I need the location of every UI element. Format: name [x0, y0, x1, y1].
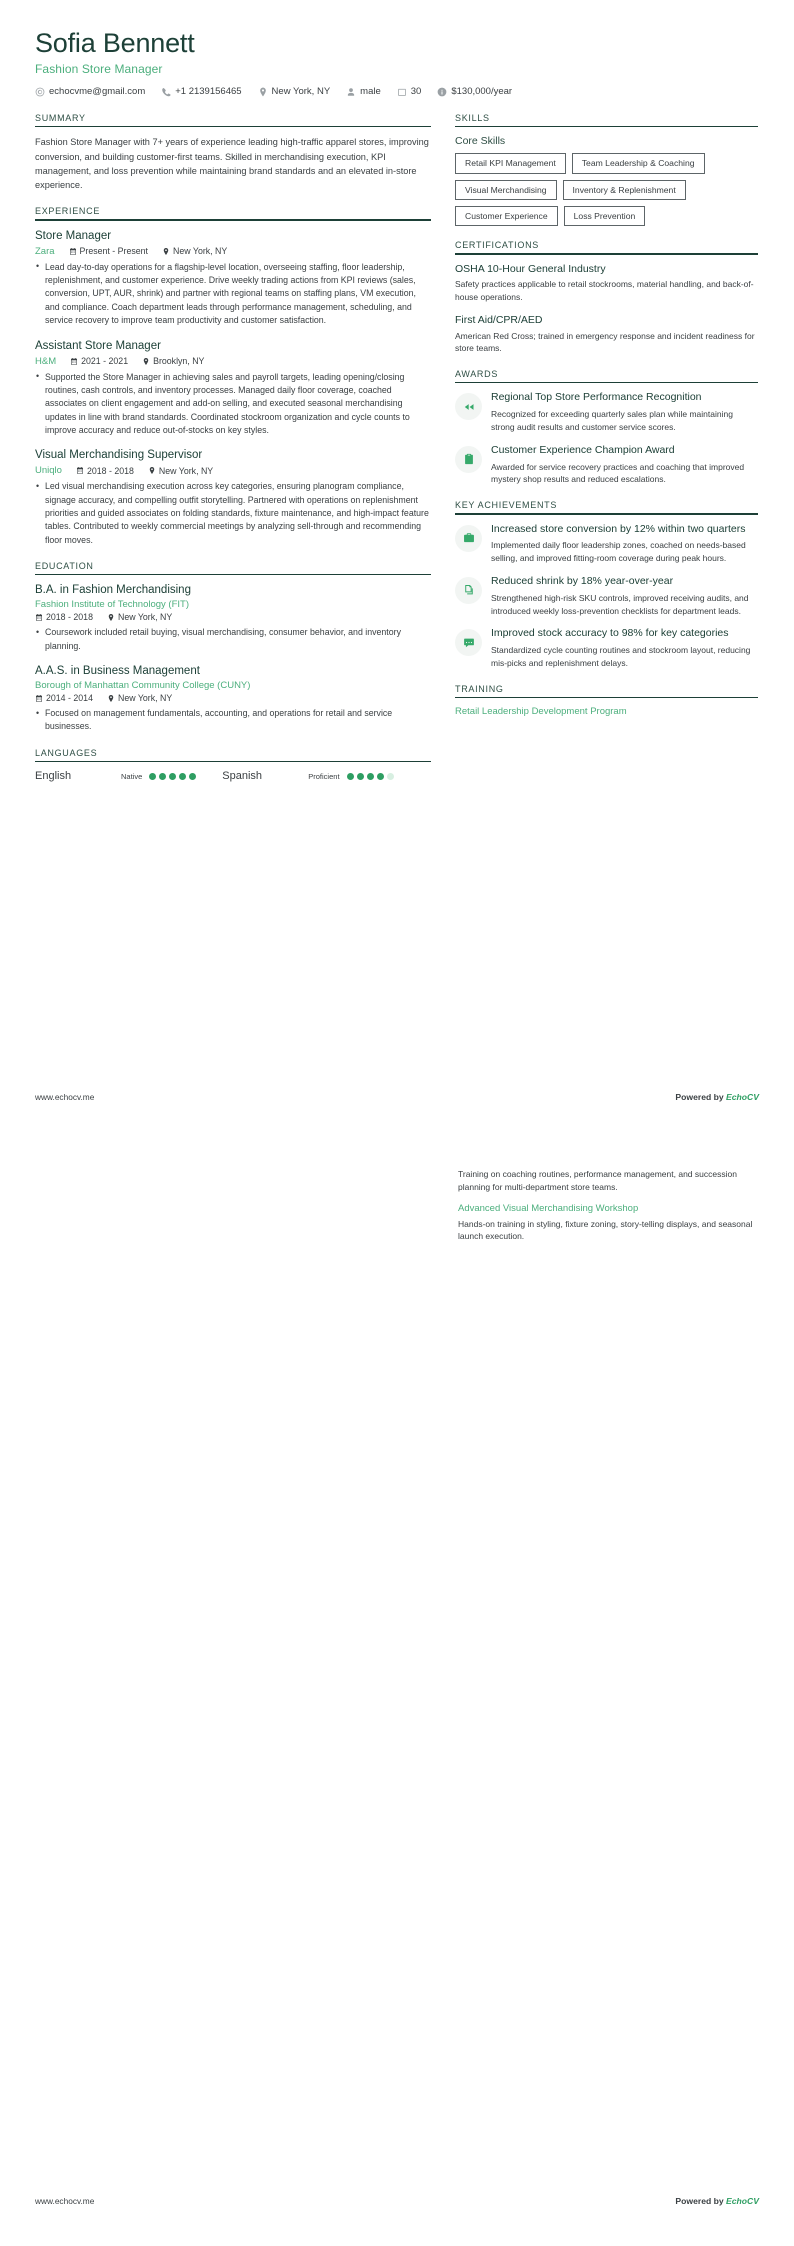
certification-description: Safety practices applicable to retail stockrooms, material handling, and back-of-house operations.: [455, 279, 754, 303]
contact-item[interactable]: [161, 86, 241, 97]
experience-role: Store Manager: [35, 229, 112, 242]
section-divider: [35, 761, 431, 762]
skills-section: [455, 113, 758, 226]
resume-columns: [0, 97, 794, 796]
experience-dates-item: [69, 246, 148, 256]
certifications-section: [455, 240, 758, 355]
education-location-item: [107, 612, 172, 622]
language-level: Proficient: [308, 771, 340, 781]
bullet-item: • Coursework included retail buying, visual merchandising, consumer behavior, and inventory planning.: [35, 626, 431, 653]
summary-section-title: SUMMARY: [35, 113, 86, 124]
award-item: [455, 391, 758, 433]
email-icon: [35, 87, 45, 97]
skill-chip[interactable]: Inventory & Replenishment: [563, 180, 686, 200]
contact-value: New York, NY: [271, 86, 331, 98]
bullet-item: • Lead day-to-day operations for a flagship-level location, overseeing staffing, floor leadership, replenishment, and customer experience. Drive weekly trading actions from KPI reviews (sales, conversion, UPT, AUR, shrink) and partner with regional teams on staffing plans, VM execution, and compliance. Coach department leads through performance management, scheduling, and service recovery to improve team productivity and customer satisfaction.: [35, 261, 431, 328]
candidate-job-title: Fashion Store Manager: [35, 62, 163, 77]
skill-chip-list: [455, 153, 758, 226]
cal-small-icon: [76, 466, 84, 475]
contact-value: $130,000/year: [451, 86, 513, 98]
training-continued-block: [458, 1168, 761, 1252]
contact-item[interactable]: [35, 86, 145, 97]
language-level: Native: [121, 771, 143, 781]
key-achievement-icon-wrapper: [455, 525, 482, 552]
award-icon-wrapper: [455, 393, 482, 420]
education-location: New York, NY: [117, 693, 173, 704]
experience-org: Zara: [35, 245, 55, 257]
contact-value: 30: [410, 86, 422, 98]
cal-small-icon: [35, 613, 43, 622]
training-section: [455, 684, 758, 717]
experience-dates-item: [70, 356, 128, 366]
experience-entry: [35, 339, 431, 438]
training-section-title: TRAINING: [455, 683, 504, 694]
key-achievements-list: [455, 523, 758, 670]
location-icon: [148, 466, 156, 475]
language-name: Spanish: [222, 770, 263, 783]
language-proficiency-dots: [149, 773, 196, 780]
experience-location-item: [142, 356, 204, 366]
key-achievement-item: [455, 523, 758, 565]
language-name: English: [35, 770, 72, 783]
proficiency-dot: [159, 773, 166, 780]
experience-section-title: EXPERIENCE: [35, 206, 101, 217]
education-section: [35, 561, 431, 734]
proficiency-dot: [347, 773, 354, 780]
section-divider: [455, 513, 758, 514]
section-divider: [35, 219, 431, 220]
footer-brand-name: EchoCV: [726, 2196, 759, 2206]
award-item: [455, 444, 758, 486]
proficiency-dot: [179, 773, 186, 780]
certifications-section-title: CERTIFICATIONS: [455, 240, 539, 251]
education-section-title: EDUCATION: [35, 561, 94, 572]
education-bullets: [35, 707, 431, 734]
key-achievement-body: [491, 575, 758, 617]
proficiency-dot: [367, 773, 374, 780]
education-dates-item: [35, 693, 93, 703]
education-meta: [35, 693, 431, 703]
education-dates: 2018 - 2018: [46, 612, 93, 623]
education-meta: [35, 612, 431, 622]
contact-value: male: [360, 86, 381, 98]
key-achievement-icon-wrapper: [455, 577, 482, 604]
education-school: Borough of Manhattan Community College (CUNY): [35, 680, 251, 692]
proficiency-dot: [357, 773, 364, 780]
location-icon: [162, 247, 170, 256]
section-divider: [455, 253, 758, 254]
location-icon: [142, 357, 150, 366]
experience-dates: Present - Present: [79, 246, 148, 257]
proficiency-dot: [387, 773, 394, 780]
education-entry: [35, 583, 431, 653]
candidate-name: Sofia Bennett: [35, 28, 195, 58]
language-proficiency-dots: [347, 773, 394, 780]
person-icon: [346, 87, 356, 97]
education-location-item: [107, 693, 172, 703]
calendar-icon: [397, 87, 407, 97]
footer-powered-by: [675, 2196, 759, 2206]
summary-section: [35, 113, 431, 192]
proficiency-dot: [169, 773, 176, 780]
language-item: [35, 770, 196, 782]
training-description: Hands-on training in styling, fixture zoning, story-telling displays, and seasonal launch execution.: [458, 1218, 753, 1242]
experience-org: Uniqlo: [35, 465, 62, 477]
training-list-page2: [458, 1168, 761, 1243]
summary-text: Fashion Store Manager with 7+ years of experience leading high-traffic apparel stores, improving conversion, and building customer-first teams. Skilled in merchandising execution, KPI management, and loss prevention while maintaining brand standards and an elevated in-store experience.: [35, 137, 429, 191]
award-description: Recognized for exceeding quarterly sales plan while maintaining strong audit results and customer service scores.: [491, 409, 733, 433]
experience-location: Brooklyn, NY: [153, 356, 205, 366]
footer-powered-prefix: Powered by: [675, 1092, 727, 1102]
key-achievement-icon-wrapper: [455, 629, 482, 656]
education-school: Fashion Institute of Technology (FIT): [35, 599, 190, 611]
key-achievement-name: Reduced shrink by 18% year-over-year: [491, 574, 674, 587]
education-dates-item: [35, 612, 93, 622]
footer-site-url[interactable]: www.echocv.me: [35, 1092, 95, 1102]
proficiency-dot: [149, 773, 156, 780]
education-bullets: [35, 626, 431, 653]
education-degree: B.A. in Fashion Merchandising: [35, 584, 191, 597]
experience-meta: [35, 246, 431, 257]
section-divider: [35, 574, 431, 575]
location-icon: [107, 613, 115, 622]
section-divider: [455, 126, 758, 127]
languages-section: [35, 748, 431, 782]
bullet-item: • Led visual merchandising execution across key categories, ensuring planogram compliance, signage accuracy, and compelling outfit storytelling. Partnered with operations on replenishment priorities and guided associates on folding standards, fixture maintenance, and high-impact feature tables. Contributed to weekly commercial meetings by analyzing sell-through and recommending floor moves.: [35, 480, 431, 547]
certification-name: First Aid/CPR/AED: [455, 313, 543, 326]
experience-location-item: [162, 246, 227, 256]
contact-item[interactable]: [346, 86, 381, 97]
location-icon: [107, 694, 115, 703]
info-icon: [437, 87, 447, 97]
proficiency-dot: [377, 773, 384, 780]
experience-role: Visual Merchandising Supervisor: [35, 449, 203, 462]
experience-location: New York, NY: [173, 246, 228, 257]
awards-list: [455, 391, 758, 486]
right-column: [455, 113, 758, 731]
education-dates: 2014 - 2014: [46, 693, 93, 704]
contact-value: echocvme@gmail.com: [49, 86, 146, 98]
experience-list: [35, 229, 431, 547]
page-footer-2: [35, 2196, 759, 2206]
training-name: Retail Leadership Development Program: [455, 706, 627, 718]
languages-list: [35, 770, 431, 782]
footer-powered-prefix: Powered by: [675, 2196, 727, 2206]
contact-value: +1 2139156465: [175, 86, 242, 98]
certifications-list: [455, 263, 758, 355]
experience-location: New York, NY: [158, 465, 214, 476]
bullet-item: • Focused on management fundamentals, accounting, and operations for retail and service businesses.: [35, 707, 431, 734]
awards-section-title: AWARDS: [455, 369, 499, 380]
experience-role: Assistant Store Manager: [35, 339, 161, 352]
experience-entry: [35, 448, 431, 547]
key-achievement-body: [491, 523, 758, 565]
education-list: [35, 583, 431, 733]
award-body: [491, 444, 758, 486]
footer-site-url[interactable]: www.echocv.me: [35, 2196, 95, 2206]
section-divider: [455, 697, 758, 698]
certification-item: [455, 314, 758, 355]
contact-row: [35, 86, 759, 97]
skill-chip[interactable]: Customer Experience: [455, 206, 558, 226]
skill-chip[interactable]: Loss Prevention: [564, 206, 646, 226]
contact-item[interactable]: [437, 86, 512, 97]
experience-bullets: [35, 480, 431, 547]
training-list-page1: [455, 706, 758, 717]
key-achievement-description: Strengthened high-risk SKU controls, improved receiving audits, and introduced weekly loss-prevention checklists for department leads.: [491, 592, 749, 616]
experience-meta: [35, 465, 431, 476]
award-name: Customer Experience Champion Award: [491, 443, 675, 456]
language-item: [222, 770, 393, 782]
key-achievement-name: Increased store conversion by 12% within two quarters: [491, 522, 746, 535]
experience-org: H&M: [35, 355, 57, 367]
award-icon-wrapper: [455, 446, 482, 473]
key-achievement-item: [455, 575, 758, 617]
cal-small-icon: [70, 357, 78, 366]
key-achievements-section: [455, 500, 758, 669]
experience-dates: 2021 - 2021: [81, 356, 129, 366]
experience-meta: [35, 356, 431, 367]
education-degree: A.A.S. in Business Management: [35, 665, 200, 678]
award-description: Awarded for service recovery practices and coaching that improved mystery shop results and reduced escalations.: [491, 461, 745, 485]
page-footer-1: [35, 1092, 759, 1102]
training-description: Training on coaching routines, performance management, and succession planning for multi-department store teams.: [458, 1169, 737, 1192]
experience-section: [35, 206, 431, 547]
key-achievement-description: Implemented daily floor leadership zones, coached on needs-based selling, and improved fitting-room coverage during peak hours.: [491, 540, 746, 564]
contact-item[interactable]: [258, 86, 331, 97]
proficiency-dot: [189, 773, 196, 780]
skill-chip[interactable]: Team Leadership & Coaching: [572, 153, 705, 173]
cal-small-icon: [69, 247, 77, 256]
key-achievement-name: Improved stock accuracy to 98% for key categories: [491, 627, 729, 640]
award-body: [491, 391, 758, 433]
experience-bullets: [35, 261, 431, 328]
experience-dates: 2018 - 2018: [86, 465, 134, 476]
section-divider: [35, 126, 431, 127]
certification-item: [455, 263, 758, 304]
footer-brand-name: EchoCV: [726, 1092, 759, 1102]
bullet-item: • Supported the Store Manager in achieving sales and payroll targets, leading opening/closing routines, cash controls, and inventory processes. Managed daily floor coverage, coached associates on client engagement and add-on selling, and executed seasonal merchandising updates in line with brand standards. Coordinated stockroom organization and cycle counts to improve accuracy and reduce out-of-stocks on key styles.: [35, 371, 431, 438]
experience-location-item: [148, 466, 213, 476]
key-achievement-body: [491, 627, 758, 669]
education-location: New York, NY: [117, 612, 173, 623]
experience-entry: [35, 229, 431, 328]
skills-section-title: SKILLS: [455, 113, 490, 124]
section-divider: [455, 382, 758, 383]
certification-name: OSHA 10-Hour General Industry: [455, 262, 606, 275]
left-column: [35, 113, 431, 796]
contact-item[interactable]: [397, 86, 422, 97]
key-achievement-description: Standardized cycle counting routines and stockroom layout, reducing mis-picks and replenishment delays.: [491, 645, 751, 668]
cal-small-icon: [35, 694, 43, 703]
key-achievement-item: [455, 627, 758, 669]
award-name: Regional Top Store Performance Recognition: [491, 391, 702, 404]
certification-description: American Red Cross; trained in emergency response and incident readiness for store teams.: [455, 330, 755, 354]
skills-subheading: Core Skills: [455, 135, 506, 148]
experience-bullets: [35, 371, 431, 438]
resume-header: [0, 0, 794, 97]
training-name: Advanced Visual Merchandising Workshop: [458, 1202, 639, 1214]
skill-chip[interactable]: Retail KPI Management: [455, 153, 566, 173]
location-icon: [258, 87, 268, 97]
key-achievements-section-title: KEY ACHIEVEMENTS: [455, 500, 558, 511]
footer-powered-by: [675, 1092, 759, 1102]
languages-section-title: LANGUAGES: [35, 747, 98, 758]
phone-icon: [161, 87, 171, 97]
experience-dates-item: [76, 466, 134, 476]
awards-section: [455, 369, 758, 486]
education-entry: [35, 664, 431, 734]
skill-chip[interactable]: Visual Merchandising: [455, 180, 557, 200]
